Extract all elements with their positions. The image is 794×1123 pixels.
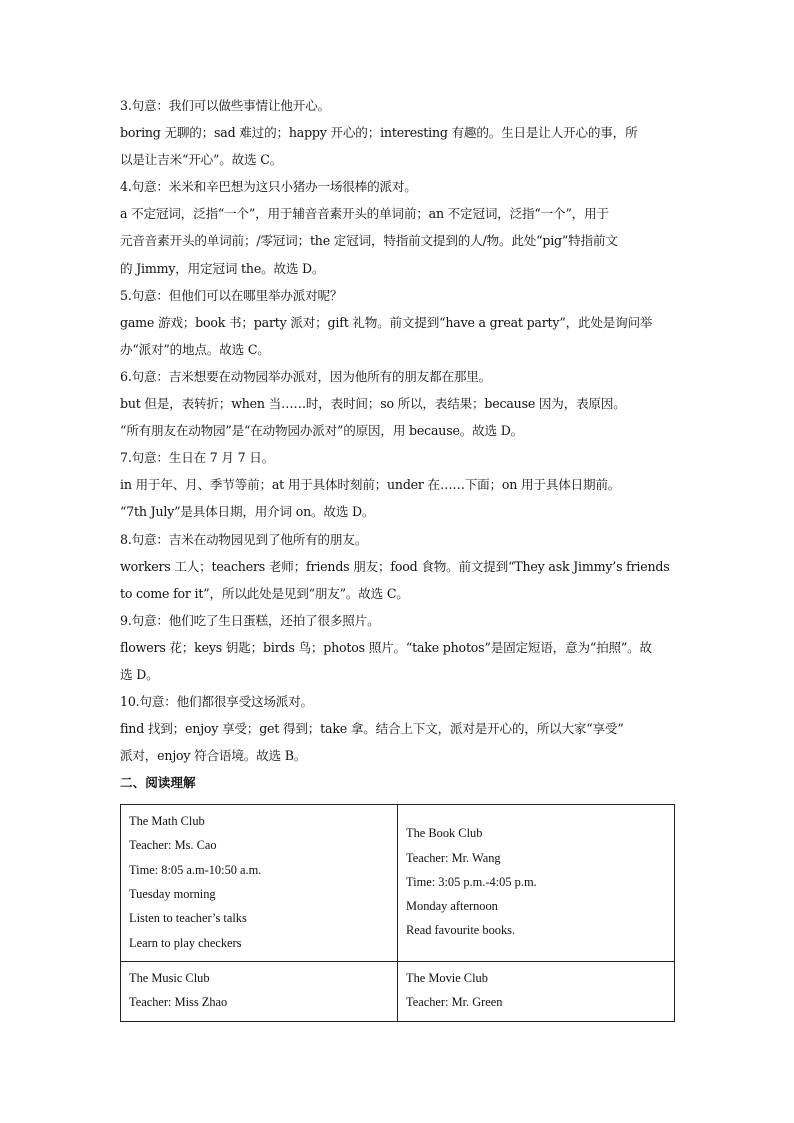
- answer-line: in 用于年、月、季节等前；at 用于具体时刻前；under 在……下面；on 用于具体日期前。: [120, 477, 621, 493]
- book-club-cell: [398, 805, 675, 962]
- music-club-cell: [121, 962, 398, 1022]
- answer-line: “所有朋友在动物园”是“在动物园办派对”的原因，用 because。故选 D。: [120, 423, 524, 439]
- answer-line: 6.句意：吉米想要在动物园举办派对，因为他所有的朋友都在那里。: [120, 368, 492, 384]
- answer-line: 元音音素开头的单词前；/零冠词；the 定冠词，特指前文提到的人/物。此处“pig”特指前文: [120, 233, 618, 249]
- answer-line: “7th July”是具体日期，用介词 on。故选 D。: [120, 504, 375, 520]
- answer-line: 选 D。: [120, 666, 159, 682]
- club-time: Time: 3:05 p.m.-4:05 p.m.: [406, 874, 537, 889]
- club-day: Monday afternoon: [406, 899, 498, 914]
- answer-line: find 找到；enjoy 享受；get 得到；take 拿。结合上下文，派对是开心的，所以大家“享受”: [120, 721, 624, 737]
- answer-line: 7.句意：生日在 7 月 7 日。: [120, 450, 274, 466]
- math-club-cell: [121, 805, 398, 962]
- answer-line: 5.句意：但他们可以在哪里举办派对呢？: [120, 287, 343, 303]
- answer-line: 办“派对”的地点。故选 C。: [120, 341, 270, 357]
- clubs-table: [120, 804, 675, 1022]
- club-name: The Movie Club: [406, 971, 488, 985]
- answer-line: to come for it”，所以此处是见到“朋友”。故选 C。: [120, 585, 409, 601]
- answer-line: workers 工人；teachers 老师；friends 朋友；food 食物。前文提到“They ask Jimmy’s friends: [120, 558, 670, 574]
- table-row: [121, 962, 675, 1022]
- club-day: Tuesday morning: [129, 887, 216, 901]
- answer-line: 10.句意：他们都很享受这场派对。: [120, 694, 313, 710]
- movie-club-cell: [398, 962, 675, 1022]
- answer-line: but 但是，表转折；when 当……时，表时间；so 所以，表结果；because 因为，表原因。: [120, 396, 626, 412]
- answer-line: 的 Jimmy，用定冠词 the。故选 D。: [120, 260, 325, 276]
- club-activity: Read favourite books.: [406, 923, 516, 938]
- answer-line: flowers 花；keys 钥匙；birds 鸟；photos 照片。“take photos”是固定短语，意为“拍照”。故: [120, 639, 652, 655]
- club-activity: Listen to teacher’s talks: [129, 911, 247, 926]
- answer-line: boring 无聊的；sad 难过的；happy 开心的；interesting 有趣的。生日是让人开心的事，所: [120, 125, 638, 141]
- answer-line: 4.句意：米米和辛巴想为这只小猪办一场很棒的派对。: [120, 179, 417, 195]
- club-name: The Math Club: [129, 814, 205, 829]
- club-name: The Book Club: [406, 826, 483, 841]
- club-teacher: Teacher: Ms. Cao: [129, 838, 217, 853]
- answer-line: 派对，enjoy 符合语境。故选 B。: [120, 748, 307, 764]
- answer-line: 3.句意：我们可以做些事情让他开心。: [120, 98, 330, 113]
- club-time: Time: 8:05 a.m-10:50 a.m.: [129, 862, 262, 877]
- club-teacher: Teacher: Mr. Green: [406, 995, 503, 1010]
- club-teacher: Teacher: Miss Zhao: [129, 995, 228, 1010]
- table-row: [121, 805, 675, 962]
- answer-line: 9.句意：他们吃了生日蛋糕，还拍了很多照片。: [120, 612, 380, 628]
- answer-explanations: [120, 92, 680, 796]
- club-teacher: Teacher: Mr. Wang: [406, 850, 501, 865]
- club-activity: Learn to play checkers: [129, 935, 242, 950]
- club-name: The Music Club: [129, 971, 210, 985]
- answer-line: 8.句意：吉米在动物园见到了他所有的朋友。: [120, 531, 368, 547]
- answer-line: 以是让吉米“开心”。故选 C。: [120, 152, 283, 168]
- section-heading: 二、阅读理解: [120, 775, 196, 791]
- answer-line: game 游戏；book 书；party 派对；gift 礼物。前文提到“have a great party”，此处是询问举: [120, 314, 653, 330]
- answer-line: a 不定冠词，泛指“一个”，用于辅音音素开头的单词前；an 不定冠词，泛指“一个”，用于: [120, 206, 609, 222]
